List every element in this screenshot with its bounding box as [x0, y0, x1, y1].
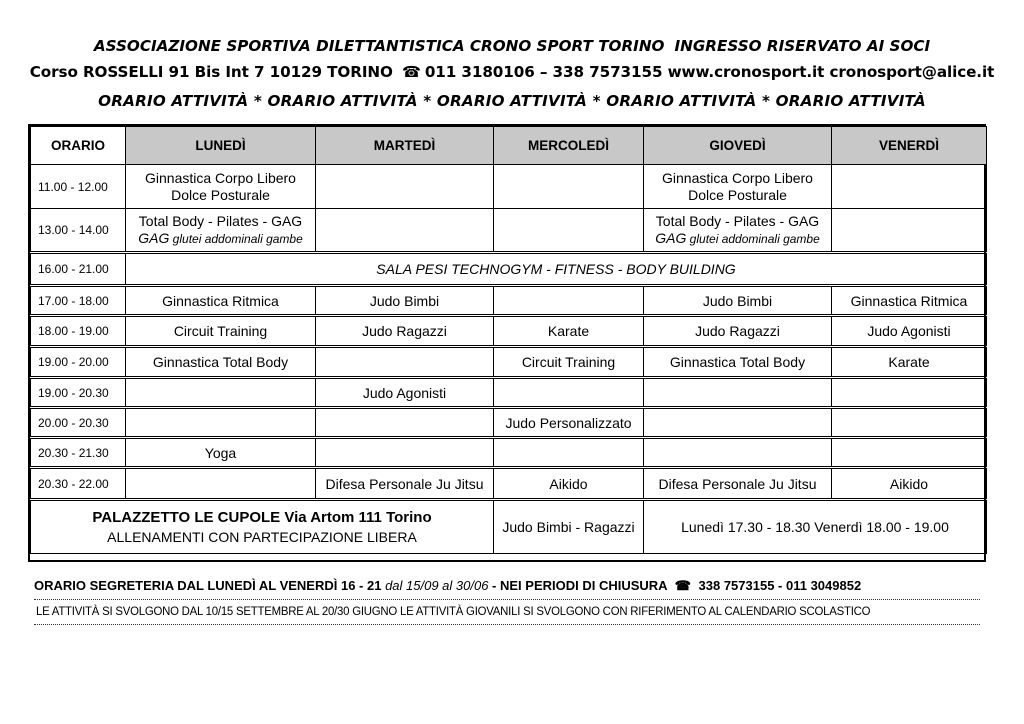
activity-cell: Difesa Personale Ju Jitsu: [644, 468, 832, 500]
table-row: [31, 253, 987, 286]
email-link[interactable]: cronosport@alice.it: [829, 63, 995, 81]
col-header-thursday: GIOVEDÌ: [644, 127, 832, 165]
activity-cell: Judo Bimbi: [644, 286, 832, 316]
table-row: [31, 378, 987, 408]
activity-cell: Ginnastica Total Body: [126, 347, 316, 378]
header-contacts: [0, 63, 1024, 81]
address: Corso ROSSELLI 91 Bis Int 7 10129 TORINO: [29, 63, 393, 81]
office-hours-note: [34, 578, 984, 594]
activity-line: Ginnastica Corpo Libero: [662, 169, 813, 186]
gag-description: glutei addominali gambe: [169, 231, 303, 246]
table-header-row: [31, 127, 987, 165]
activity-cell: Yoga: [126, 438, 316, 468]
activity-cell: [832, 408, 987, 438]
closure-text: - NEI PERIODI DI CHIUSURA: [492, 578, 668, 593]
activity-line: Dolce Posturale: [171, 186, 270, 203]
activity-cell: [126, 165, 316, 209]
phone-icon: ☎: [401, 63, 421, 81]
col-header-monday: LUNEDÌ: [126, 127, 316, 165]
time-cell: 17.00 - 18.00: [31, 286, 126, 316]
activity-cell: Karate: [494, 316, 644, 347]
association-name: ASSOCIAZIONE SPORTIVA DILETTANTISTICA CRONO SPORT TORINO: [93, 37, 665, 55]
activity-cell: [494, 286, 644, 316]
time-cell: 20.30 - 22.00: [31, 468, 126, 500]
activity-cell: [644, 378, 832, 408]
col-header-tuesday: MARTEDÌ: [316, 127, 494, 165]
activity-cell: Aikido: [832, 468, 987, 500]
time-cell: 19.00 - 20.30: [31, 378, 126, 408]
activity-cell: Circuit Training: [126, 316, 316, 347]
venue-title: PALAZZETTO LE CUPOLE Via Artom 111 Torino: [92, 509, 432, 526]
activity-cell: Judo Personalizzato: [494, 408, 644, 438]
time-cell: 18.00 - 19.00: [31, 316, 126, 347]
empty-cell: [316, 165, 494, 209]
venue-times-cell: Lunedì 17.30 - 18.30 Venerdì 18.00 - 19.00: [644, 500, 987, 554]
activity-cell: Karate: [832, 347, 987, 378]
activity-cell: [316, 438, 494, 468]
website-link[interactable]: www.cronosport.it: [667, 63, 825, 81]
activity-cell: [644, 209, 832, 253]
activity-line: Dolce Posturale: [688, 186, 787, 203]
col-header-time: ORARIO: [31, 127, 126, 165]
office-phone: 338 7573155 - 011 3049852: [694, 578, 862, 593]
activity-cell: Ginnastica Total Body: [644, 347, 832, 378]
activity-cell: Judo Agonisti: [832, 316, 987, 347]
activity-cell: Aikido: [494, 468, 644, 500]
activity-cell: [832, 378, 987, 408]
activity-cell: [644, 165, 832, 209]
empty-cell: [494, 165, 644, 209]
time-cell: 19.00 - 20.00: [31, 347, 126, 378]
activity-cell: Judo Bimbi: [316, 286, 494, 316]
table-row: [31, 468, 987, 500]
col-header-friday: VENERDÌ: [832, 127, 987, 165]
venue-row: [31, 500, 987, 554]
activity-cell: [126, 468, 316, 500]
activity-cell: [316, 347, 494, 378]
activity-cell: [126, 209, 316, 253]
phone-numbers: 011 3180106 – 338 7573155: [424, 63, 663, 81]
activity-line: Total Body - Pilates - GAG: [655, 212, 820, 229]
time-cell: 20.30 - 21.30: [31, 438, 126, 468]
activity-cell: Ginnastica Ritmica: [832, 286, 987, 316]
venue-cell: [31, 500, 494, 554]
activity-cell: [644, 408, 832, 438]
activity-cell: Circuit Training: [494, 347, 644, 378]
gag-label: GAG: [138, 229, 170, 246]
time-cell: 16.00 - 21.00: [31, 253, 126, 286]
activity-line: Ginnastica Corpo Libero: [145, 169, 296, 186]
time-cell: 13.00 - 14.00: [31, 209, 126, 253]
dotted-divider: [34, 599, 980, 600]
activity-cell: Judo Ragazzi: [644, 316, 832, 347]
weights-room-cell: SALA PESI TECHNOGYM - FITNESS - BODY BUILDING: [126, 253, 987, 286]
venue-activity-cell: Judo Bimbi - Ragazzi: [494, 500, 644, 554]
activity-cell: [494, 438, 644, 468]
activity-cell: [126, 408, 316, 438]
empty-cell: [316, 209, 494, 253]
gag-label: GAG: [655, 229, 687, 246]
season-note: LE ATTIVITÀ SI SVOLGONO DAL 10/15 SETTEMBRE AL 20/30 GIUGNO LE ATTIVITÀ GIOVANILI SI SVOLGONO CON RIFERIMENTO AL CALENDARIO SCOLASTICO: [36, 604, 871, 618]
empty-cell: [832, 165, 987, 209]
venue-subtitle: ALLENAMENTI CON PARTECIPAZIONE LIBERA: [107, 529, 417, 545]
table-row: [31, 316, 987, 347]
dotted-divider: [34, 624, 980, 625]
activity-cell: [316, 408, 494, 438]
table-row: [31, 165, 987, 209]
gag-description: glutei addominali gambe: [686, 231, 820, 246]
office-hours-period: dal 15/09 al 30/06: [381, 578, 493, 593]
activity-cell: [126, 378, 316, 408]
table-row: [31, 408, 987, 438]
col-header-wednesday: MERCOLEDÌ: [494, 127, 644, 165]
table-row: [31, 209, 987, 253]
time-cell: 11.00 - 12.00: [31, 165, 126, 209]
table-row: [31, 286, 987, 316]
activity-cell: [644, 438, 832, 468]
table-row: [31, 438, 987, 468]
members-only-notice: INGRESSO RISERVATO AI SOCI: [674, 37, 931, 55]
schedule-table: [28, 124, 986, 562]
activity-cell: Ginnastica Ritmica: [126, 286, 316, 316]
office-hours-text: ORARIO SEGRETERIA DAL LUNEDÌ AL VENERDÌ 16 - 21: [34, 578, 382, 593]
empty-cell: [832, 209, 987, 253]
activity-cell: Judo Ragazzi: [316, 316, 494, 347]
empty-cell: [494, 209, 644, 253]
schedule-heading: ORARIO ATTIVITÀ * ORARIO ATTIVITÀ * ORARIO ATTIVITÀ * ORARIO ATTIVITÀ * ORARIO ATTIVITÀ: [98, 92, 926, 110]
table-row: [31, 347, 987, 378]
time-cell: 20.00 - 20.30: [31, 408, 126, 438]
activity-cell: [832, 438, 987, 468]
header-title: [0, 37, 1024, 55]
activity-cell: Judo Agonisti: [316, 378, 494, 408]
phone-icon: ☎: [674, 578, 691, 593]
activity-cell: Difesa Personale Ju Jitsu: [316, 468, 494, 500]
activity-cell: [494, 378, 644, 408]
activity-line: Total Body - Pilates - GAG: [138, 212, 303, 229]
